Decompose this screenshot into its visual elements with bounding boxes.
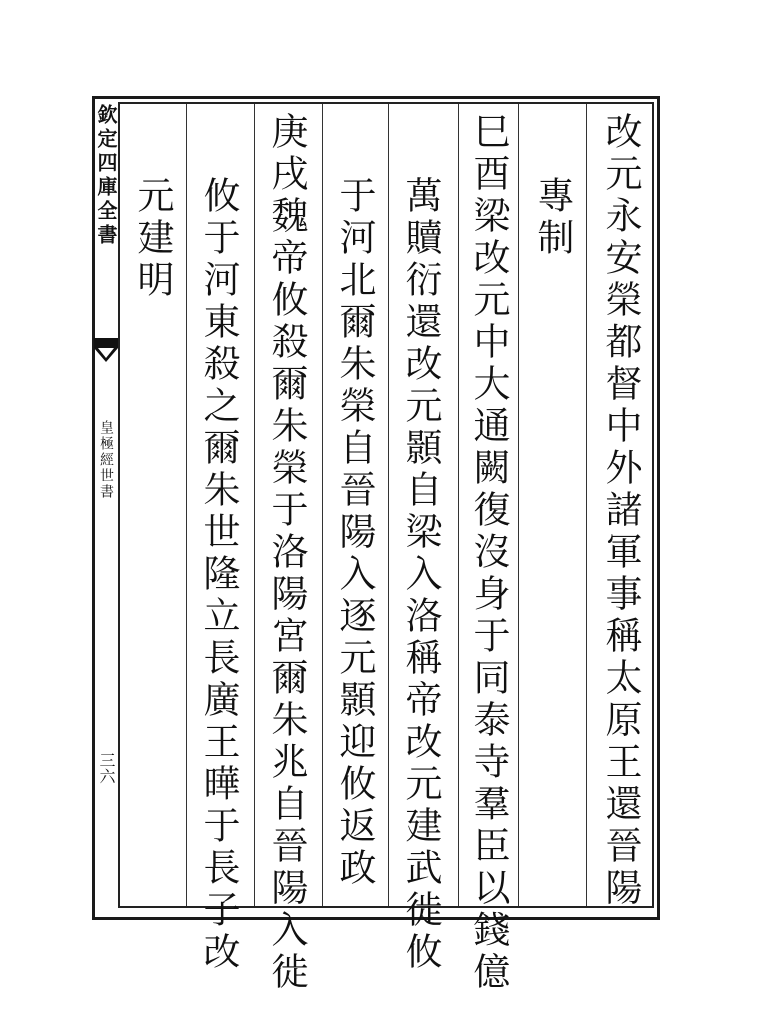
column-rule xyxy=(518,104,519,906)
column-rule xyxy=(254,104,255,906)
column-rule xyxy=(586,104,587,906)
text-column-8: 元建明 xyxy=(131,176,174,302)
text-column-2: 專制 xyxy=(531,176,574,260)
column-rule xyxy=(458,104,459,906)
text-column-6: 庚戌魏帝攸殺爾朱榮于洛陽宮爾朱兆自晉陽入徙 xyxy=(265,112,308,994)
fishtail-mark xyxy=(94,338,118,364)
margin-title: 欽定四庫全書 xyxy=(94,104,118,248)
column-rule xyxy=(186,104,187,906)
text-column-7: 攸于河東殺之爾朱世隆立長廣王曄于長子改 xyxy=(197,176,240,974)
text-column-5: 于河北爾朱榮自晉陽入逐元顥迎攸返政 xyxy=(333,176,376,890)
text-column-1: 改元永安榮都督中外諸軍事稱太原王還晉陽 xyxy=(599,112,642,910)
text-column-3: 巳酉梁改元中大通闕復沒身于同泰寺羣臣以錢億 xyxy=(467,112,510,994)
text-column-4: 萬贖衍還改元顥自梁入洛稱帝改元建武徙攸 xyxy=(399,176,442,974)
margin-page-number: 三六 xyxy=(97,752,116,784)
column-rule xyxy=(388,104,389,906)
margin-book-title: 皇極經世書 xyxy=(98,420,114,500)
column-rule xyxy=(322,104,323,906)
